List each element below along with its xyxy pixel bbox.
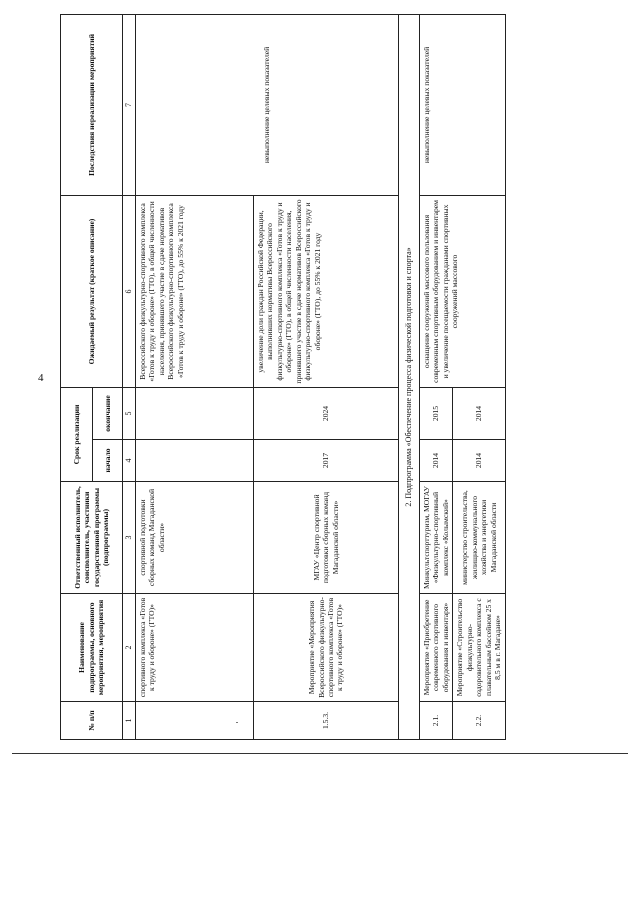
row-result <box>420 195 506 387</box>
section-title: 2. Подпрограмма «Обеспечение процесса физической подготовки и спорта» <box>399 14 420 739</box>
row-start: 2014 <box>453 440 505 482</box>
table-row <box>136 14 254 739</box>
row-num: 2.1. <box>420 702 453 740</box>
section-row <box>399 14 420 739</box>
row-consequence: невыполнение целевых показателей <box>420 14 506 195</box>
col-number: 6 <box>123 195 136 387</box>
header-name: Наименование подпрограммы, основного мероприятия, мероприятия <box>61 594 123 702</box>
header-num: № п/п <box>61 702 123 740</box>
program-table <box>60 14 506 740</box>
col-number: 7 <box>123 14 136 195</box>
col-number: 5 <box>123 387 136 439</box>
row-end: 2015 <box>420 387 453 439</box>
rotated-table-wrapper <box>60 15 503 740</box>
header-consequence: Последствия нереализации мероприятий <box>61 14 123 195</box>
header-executor: Ответственный исполнитель, соисполнитель, участники государственной программы (подпрограммы) <box>61 482 123 594</box>
page-number: 4 <box>38 372 44 384</box>
row-num: 1.5.3. <box>254 702 399 740</box>
row-executor: министерство строительства, жилищно-коммунального хозяйства и энергетики Магаданской области <box>453 482 505 594</box>
header-result: Ожидаемый результат (краткое описание) <box>61 195 123 387</box>
row-name: Мероприятие «Мероприятия Всероссийского физкультурно-спортивного комплекса «Готов к труду и обороне» (ГТО)» <box>254 594 399 702</box>
row-executor: спортивной подготовки сборных команд Магаданской области» <box>136 482 254 594</box>
col-number: 3 <box>123 482 136 594</box>
row-executor: Минкультспорттуризм, МОГАУ «Физкультурно-спортивный комплекс «Колымский» <box>420 482 453 594</box>
row-end: 2024 <box>254 387 399 439</box>
row-start: 2014 <box>420 440 453 482</box>
header-end: окончание <box>93 387 123 439</box>
row-num: 2.2. <box>453 702 505 740</box>
page-divider-line <box>12 753 628 754</box>
row-result: Всероссийского физкультурно-спортивного комплекса «Готов к труду и обороне» (ГТО), в общей численности населения, принявшего участие в сдаче нормативов Всероссийского физкультурно-спортивного комплекса «Готов к труду и обороне» (ГТО), до 55% к 2021 году <box>136 195 254 387</box>
scan-speck <box>236 722 238 723</box>
col-number: 1 <box>123 702 136 740</box>
row-end: 2014 <box>453 387 505 439</box>
row-name: Мероприятие «Строительство физкультурно-оздоровительного комплекса с плавательным бассейном 25 х 8,5 м в г. Магадане» <box>453 594 505 702</box>
col-number: 4 <box>123 440 136 482</box>
row-result-part: оснащение сооружений массового пользования современным <box>422 214 441 383</box>
row-result: увеличение доли граждан Российской Федерации, выполнивших нормативы Всероссийского физкультурно-спортивного комплекса «Готов к труду и обороне» (ГТО), в общей численности населения, принявшего участие в сдаче нормативов Всероссийского физкультурно-спортивного комплекса «Готов к труду и обороне» (ГТО), до 55% к 2021 году <box>254 195 399 387</box>
row-executor: МГАУ «Центр спортивной подготовки сборных команд Магаданской области» <box>254 482 399 594</box>
row-num <box>136 702 254 740</box>
row-start <box>136 440 254 482</box>
row-consequence: невыполнение целевых показателей <box>136 14 399 195</box>
row-start: 2017 <box>254 440 399 482</box>
header-period: Срок реализации <box>61 387 93 481</box>
header-start: начало <box>93 440 123 482</box>
row-name: Мероприятие «Приобретение современного спортивного оборудования и инвентаря» <box>420 594 453 702</box>
table-row <box>420 14 453 739</box>
row-result-part: спортивным оборудованием и инвентарем и увеличение посещаемости гражданами спортивных сооружений массового <box>431 200 460 379</box>
col-number: 2 <box>123 594 136 702</box>
row-name: спортивного комплекса «Готов к труду и обороне» (ГТО)» <box>136 594 254 702</box>
row-end <box>136 387 254 439</box>
